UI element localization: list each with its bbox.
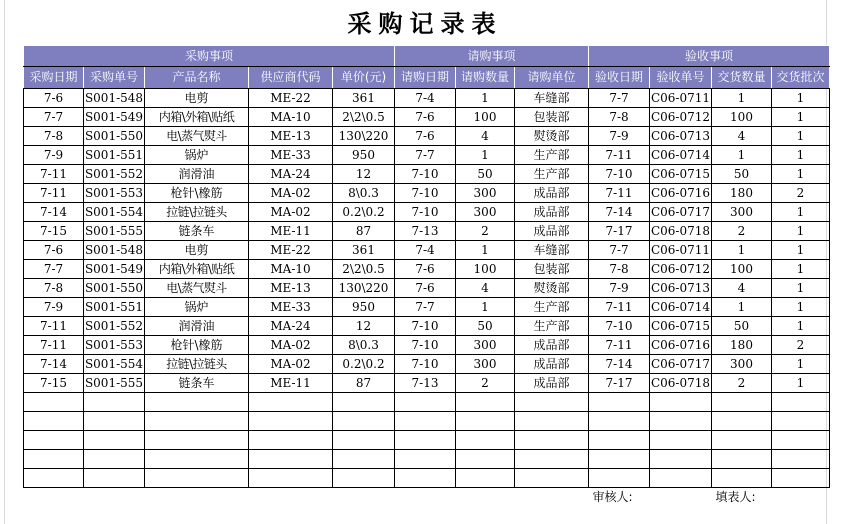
cell-purchase-no[interactable]: S001-553 (84, 184, 145, 203)
cell-request-qty[interactable]: 300 (456, 203, 515, 222)
cell-delivery-qty[interactable]: 1 (712, 146, 772, 165)
cell-unit-price[interactable]: 12 (333, 165, 395, 184)
empty-cell[interactable] (650, 412, 712, 431)
cell-product-name[interactable]: 锅炉 (145, 298, 249, 317)
cell-request-qty[interactable]: 4 (456, 127, 515, 146)
cell-purchase-date[interactable]: 7-7 (24, 108, 84, 127)
cell-product-name[interactable]: 电\蒸气熨斗 (145, 127, 249, 146)
empty-cell[interactable] (395, 469, 456, 488)
cell-delivery-batch[interactable]: 1 (772, 203, 830, 222)
empty-cell[interactable] (333, 450, 395, 469)
cell-supplier-code[interactable]: MA-24 (249, 317, 333, 336)
column-header-purchase-no: 采购单号 (84, 67, 145, 89)
reviewer-label: 审核人: (589, 488, 712, 507)
cell-purchase-date[interactable]: 7-14 (24, 203, 84, 222)
cell-delivery-batch[interactable]: 1 (772, 89, 830, 108)
cell-purchase-no[interactable]: S001-554 (84, 203, 145, 222)
cell-purchase-no[interactable]: S001-551 (84, 298, 145, 317)
empty-cell[interactable] (515, 431, 589, 450)
cell-accept-date[interactable]: 7-8 (589, 108, 650, 127)
cell-unit-price[interactable]: 130\220 (333, 127, 395, 146)
cell-product-name[interactable]: 拉链\拉链头 (145, 355, 249, 374)
cell-unit-price[interactable]: 950 (333, 298, 395, 317)
table-row (24, 298, 830, 317)
empty-cell[interactable] (772, 393, 830, 412)
empty-cell[interactable] (650, 469, 712, 488)
cell-accept-no[interactable]: C06-0718 (650, 374, 712, 393)
empty-row (24, 412, 830, 431)
cell-unit-price[interactable]: 130\220 (333, 279, 395, 298)
cell-accept-date[interactable]: 7-9 (589, 127, 650, 146)
cell-purchase-date[interactable]: 7-9 (24, 146, 84, 165)
cell-accept-no[interactable]: C06-0715 (650, 165, 712, 184)
cell-request-qty[interactable]: 1 (456, 241, 515, 260)
cell-product-name[interactable]: 枪针\橡筋 (145, 336, 249, 355)
empty-cell[interactable] (84, 469, 145, 488)
cell-supplier-code[interactable]: ME-33 (249, 298, 333, 317)
empty-cell[interactable] (650, 450, 712, 469)
cell-purchase-date[interactable]: 7-8 (24, 279, 84, 298)
cell-accept-no[interactable]: C06-0716 (650, 184, 712, 203)
column-header-row (24, 67, 830, 89)
empty-cell[interactable] (145, 469, 249, 488)
cell-purchase-no[interactable]: S001-551 (84, 146, 145, 165)
preparer-label: 填表人: (712, 488, 830, 507)
cell-product-name[interactable]: 电剪 (145, 89, 249, 108)
cell-delivery-qty[interactable]: 2 (712, 222, 772, 241)
cell-accept-date[interactable]: 7-17 (589, 374, 650, 393)
cell-purchase-date[interactable]: 7-15 (24, 222, 84, 241)
cell-request-date[interactable]: 7-10 (395, 317, 456, 336)
table-row (24, 260, 830, 279)
empty-cell[interactable] (772, 450, 830, 469)
cell-request-qty[interactable]: 100 (456, 260, 515, 279)
column-header-supplier-code: 供应商代码 (249, 67, 333, 89)
cell-purchase-no[interactable]: S001-550 (84, 127, 145, 146)
empty-cell[interactable] (249, 412, 333, 431)
cell-delivery-qty[interactable]: 100 (712, 108, 772, 127)
cell-accept-no[interactable]: C06-0717 (650, 203, 712, 222)
empty-cell[interactable] (712, 431, 772, 450)
cell-delivery-batch[interactable]: 2 (772, 184, 830, 203)
cell-request-dept[interactable]: 成品部 (515, 203, 589, 222)
table-row (24, 184, 830, 203)
table-row (24, 222, 830, 241)
cell-delivery-batch[interactable]: 1 (772, 374, 830, 393)
table-row (24, 127, 830, 146)
cell-unit-price[interactable]: 0.2\0.2 (333, 355, 395, 374)
cell-request-date[interactable]: 7-7 (395, 298, 456, 317)
table-row (24, 336, 830, 355)
cell-request-qty[interactable]: 1 (456, 89, 515, 108)
cell-delivery-batch[interactable]: 1 (772, 108, 830, 127)
sheet-gridline (4, 0, 5, 524)
cell-purchase-no[interactable]: S001-549 (84, 260, 145, 279)
group-header-row (24, 46, 830, 67)
cell-accept-date[interactable]: 7-17 (589, 222, 650, 241)
cell-request-dept[interactable]: 包装部 (515, 108, 589, 127)
cell-accept-no[interactable]: C06-0713 (650, 127, 712, 146)
cell-delivery-qty[interactable]: 4 (712, 127, 772, 146)
cell-accept-date[interactable]: 7-10 (589, 165, 650, 184)
empty-cell[interactable] (249, 469, 333, 488)
table-row (24, 203, 830, 222)
cell-delivery-qty[interactable]: 180 (712, 184, 772, 203)
cell-supplier-code[interactable]: ME-11 (249, 222, 333, 241)
cell-request-qty[interactable]: 50 (456, 317, 515, 336)
empty-cell[interactable] (589, 431, 650, 450)
cell-purchase-date[interactable]: 7-7 (24, 260, 84, 279)
cell-accept-date[interactable]: 7-11 (589, 298, 650, 317)
empty-cell[interactable] (712, 450, 772, 469)
cell-supplier-code[interactable]: MA-02 (249, 355, 333, 374)
empty-cell[interactable] (333, 393, 395, 412)
cell-unit-price[interactable]: 2\2\0.5 (333, 260, 395, 279)
column-header-request-date: 请购日期 (395, 67, 456, 89)
cell-delivery-batch[interactable]: 1 (772, 355, 830, 374)
cell-request-qty[interactable]: 1 (456, 298, 515, 317)
cell-accept-no[interactable]: C06-0711 (650, 89, 712, 108)
table-row (24, 241, 830, 260)
cell-delivery-batch[interactable]: 1 (772, 127, 830, 146)
cell-delivery-qty[interactable]: 4 (712, 279, 772, 298)
cell-delivery-qty[interactable]: 50 (712, 165, 772, 184)
empty-cell[interactable] (84, 393, 145, 412)
cell-delivery-qty[interactable]: 50 (712, 317, 772, 336)
empty-cell[interactable] (24, 450, 84, 469)
cell-product-name[interactable]: 链条车 (145, 222, 249, 241)
cell-delivery-batch[interactable]: 1 (772, 241, 830, 260)
empty-cell[interactable] (712, 469, 772, 488)
cell-accept-no[interactable]: C06-0714 (650, 146, 712, 165)
cell-supplier-code[interactable]: MA-24 (249, 165, 333, 184)
empty-cell[interactable] (249, 431, 333, 450)
cell-purchase-date[interactable]: 7-9 (24, 298, 84, 317)
column-header-purchase-date: 采购日期 (24, 67, 84, 89)
cell-request-dept[interactable]: 熨烫部 (515, 127, 589, 146)
empty-cell[interactable] (456, 469, 515, 488)
cell-purchase-date[interactable]: 7-11 (24, 184, 84, 203)
empty-cell[interactable] (515, 469, 589, 488)
empty-cell[interactable] (395, 431, 456, 450)
cell-request-dept[interactable]: 成品部 (515, 222, 589, 241)
cell-delivery-batch[interactable]: 1 (772, 298, 830, 317)
cell-supplier-code[interactable]: ME-13 (249, 127, 333, 146)
cell-request-date[interactable]: 7-6 (395, 108, 456, 127)
page-title: 采购记录表 (347, 10, 503, 38)
cell-accept-no[interactable]: C06-0718 (650, 222, 712, 241)
cell-accept-date[interactable]: 7-11 (589, 184, 650, 203)
cell-purchase-no[interactable]: S001-552 (84, 165, 145, 184)
empty-cell[interactable] (456, 412, 515, 431)
cell-request-qty[interactable]: 100 (456, 108, 515, 127)
cell-delivery-qty[interactable]: 100 (712, 260, 772, 279)
cell-purchase-no[interactable]: S001-550 (84, 279, 145, 298)
cell-delivery-qty[interactable]: 2 (712, 374, 772, 393)
empty-cell[interactable] (24, 431, 84, 450)
cell-request-date[interactable]: 7-10 (395, 355, 456, 374)
cell-request-qty[interactable]: 50 (456, 165, 515, 184)
empty-cell[interactable] (333, 412, 395, 431)
cell-unit-price[interactable]: 87 (333, 374, 395, 393)
cell-purchase-date[interactable]: 7-14 (24, 355, 84, 374)
column-header-accept-no: 验收单号 (650, 67, 712, 89)
cell-supplier-code[interactable]: MA-02 (249, 184, 333, 203)
cell-request-qty[interactable]: 300 (456, 184, 515, 203)
cell-purchase-no[interactable]: S001-549 (84, 108, 145, 127)
empty-cell[interactable] (145, 412, 249, 431)
cell-accept-date[interactable]: 7-11 (589, 336, 650, 355)
empty-cell[interactable] (589, 450, 650, 469)
cell-accept-date[interactable]: 7-9 (589, 279, 650, 298)
cell-supplier-code[interactable]: ME-22 (249, 241, 333, 260)
cell-purchase-no[interactable]: S001-555 (84, 222, 145, 241)
table-row (24, 108, 830, 127)
cell-accept-date[interactable]: 7-14 (589, 355, 650, 374)
footer-spacer (24, 488, 589, 507)
cell-product-name[interactable]: 内箱\外箱\贴纸 (145, 260, 249, 279)
cell-purchase-date[interactable]: 7-11 (24, 336, 84, 355)
empty-cell[interactable] (772, 412, 830, 431)
cell-delivery-batch[interactable]: 2 (772, 336, 830, 355)
empty-row (24, 393, 830, 412)
empty-row (24, 431, 830, 450)
empty-cell[interactable] (650, 431, 712, 450)
group-header-request: 请购事项 (395, 46, 589, 67)
cell-request-date[interactable]: 7-4 (395, 241, 456, 260)
cell-accept-date[interactable]: 7-14 (589, 203, 650, 222)
cell-product-name[interactable]: 拉链\拉链头 (145, 203, 249, 222)
cell-request-date[interactable]: 7-10 (395, 165, 456, 184)
cell-product-name[interactable]: 润滑油 (145, 165, 249, 184)
empty-cell[interactable] (395, 393, 456, 412)
empty-cell[interactable] (24, 412, 84, 431)
empty-cell[interactable] (589, 469, 650, 488)
empty-row (24, 450, 830, 469)
cell-delivery-batch[interactable]: 1 (772, 279, 830, 298)
empty-cell[interactable] (249, 450, 333, 469)
cell-request-date[interactable]: 7-10 (395, 336, 456, 355)
cell-accept-date[interactable]: 7-7 (589, 241, 650, 260)
cell-request-date[interactable]: 7-10 (395, 203, 456, 222)
empty-cell[interactable] (515, 412, 589, 431)
empty-cell[interactable] (712, 393, 772, 412)
cell-request-qty[interactable]: 1 (456, 146, 515, 165)
cell-accept-no[interactable]: C06-0713 (650, 279, 712, 298)
empty-cell[interactable] (333, 431, 395, 450)
empty-cell[interactable] (24, 393, 84, 412)
cell-unit-price[interactable]: 8\0.3 (333, 184, 395, 203)
cell-purchase-no[interactable]: S001-552 (84, 317, 145, 336)
cell-delivery-batch[interactable]: 1 (772, 260, 830, 279)
empty-cell[interactable] (456, 393, 515, 412)
cell-unit-price[interactable]: 2\2\0.5 (333, 108, 395, 127)
empty-cell[interactable] (772, 431, 830, 450)
cell-request-qty[interactable]: 4 (456, 279, 515, 298)
table-row (24, 165, 830, 184)
cell-request-dept[interactable]: 成品部 (515, 184, 589, 203)
cell-request-qty[interactable]: 300 (456, 355, 515, 374)
column-header-product-name: 产品名称 (145, 67, 249, 89)
cell-delivery-qty[interactable]: 180 (712, 336, 772, 355)
cell-product-name[interactable]: 链条车 (145, 374, 249, 393)
empty-cell[interactable] (249, 393, 333, 412)
cell-delivery-batch[interactable]: 1 (772, 165, 830, 184)
cell-accept-date[interactable]: 7-11 (589, 146, 650, 165)
cell-unit-price[interactable]: 950 (333, 146, 395, 165)
cell-request-date[interactable]: 7-13 (395, 222, 456, 241)
column-header-accept-date: 验收日期 (589, 67, 650, 89)
cell-supplier-code[interactable]: MA-02 (249, 336, 333, 355)
cell-purchase-date[interactable]: 7-8 (24, 127, 84, 146)
footer-row (24, 488, 830, 507)
empty-cell[interactable] (395, 412, 456, 431)
cell-request-qty[interactable]: 300 (456, 336, 515, 355)
cell-product-name[interactable]: 锅炉 (145, 146, 249, 165)
cell-unit-price[interactable]: 361 (333, 241, 395, 260)
empty-cell[interactable] (515, 393, 589, 412)
cell-delivery-batch[interactable]: 1 (772, 317, 830, 336)
empty-cell[interactable] (84, 431, 145, 450)
empty-cell[interactable] (712, 412, 772, 431)
cell-unit-price[interactable]: 87 (333, 222, 395, 241)
cell-request-dept[interactable]: 生产部 (515, 165, 589, 184)
cell-request-qty[interactable]: 2 (456, 374, 515, 393)
cell-request-date[interactable]: 7-6 (395, 279, 456, 298)
cell-request-qty[interactable]: 2 (456, 222, 515, 241)
cell-purchase-date[interactable]: 7-6 (24, 241, 84, 260)
cell-purchase-no[interactable]: S001-548 (84, 89, 145, 108)
cell-delivery-batch[interactable]: 1 (772, 146, 830, 165)
cell-accept-no[interactable]: C06-0712 (650, 108, 712, 127)
cell-request-dept[interactable]: 生产部 (515, 298, 589, 317)
empty-row (24, 469, 830, 488)
cell-delivery-qty[interactable]: 1 (712, 89, 772, 108)
table-row (24, 89, 830, 108)
cell-request-date[interactable]: 7-10 (395, 184, 456, 203)
column-header-unit-price: 单价(元) (333, 67, 395, 89)
cell-product-name[interactable]: 内箱\外箱\贴纸 (145, 108, 249, 127)
cell-request-date[interactable]: 7-13 (395, 374, 456, 393)
cell-purchase-no[interactable]: S001-554 (84, 355, 145, 374)
cell-product-name[interactable]: 电剪 (145, 241, 249, 260)
cell-purchase-no[interactable]: S001-555 (84, 374, 145, 393)
cell-request-date[interactable]: 7-6 (395, 260, 456, 279)
cell-accept-no[interactable]: C06-0715 (650, 317, 712, 336)
empty-cell[interactable] (84, 450, 145, 469)
empty-cell[interactable] (84, 412, 145, 431)
cell-request-date[interactable]: 7-4 (395, 89, 456, 108)
column-header-delivery-batch: 交货批次 (772, 67, 830, 89)
cell-request-dept[interactable]: 生产部 (515, 317, 589, 336)
empty-cell[interactable] (589, 393, 650, 412)
group-header-purchase: 采购事项 (24, 46, 395, 67)
group-header-acceptance: 验收事项 (589, 46, 830, 67)
purchase-record-table (23, 45, 830, 506)
empty-cell[interactable] (145, 431, 249, 450)
table-row (24, 317, 830, 336)
cell-accept-no[interactable]: C06-0712 (650, 260, 712, 279)
cell-purchase-no[interactable]: S001-553 (84, 336, 145, 355)
cell-request-dept[interactable]: 车缝部 (515, 241, 589, 260)
cell-unit-price[interactable]: 361 (333, 89, 395, 108)
column-header-request-qty: 请购数量 (456, 67, 515, 89)
empty-cell[interactable] (650, 393, 712, 412)
cell-request-date[interactable]: 7-6 (395, 127, 456, 146)
cell-delivery-batch[interactable]: 1 (772, 222, 830, 241)
cell-supplier-code[interactable]: ME-13 (249, 279, 333, 298)
cell-unit-price[interactable]: 0.2\0.2 (333, 203, 395, 222)
cell-accept-no[interactable]: C06-0714 (650, 298, 712, 317)
empty-cell[interactable] (395, 450, 456, 469)
cell-delivery-qty[interactable]: 1 (712, 298, 772, 317)
table-row (24, 279, 830, 298)
cell-purchase-no[interactable]: S001-548 (84, 241, 145, 260)
cell-supplier-code[interactable]: ME-11 (249, 374, 333, 393)
cell-accept-no[interactable]: C06-0711 (650, 241, 712, 260)
column-header-delivery-qty: 交货数量 (712, 67, 772, 89)
cell-request-dept[interactable]: 熨烫部 (515, 279, 589, 298)
cell-request-dept[interactable]: 成品部 (515, 374, 589, 393)
cell-purchase-date[interactable]: 7-11 (24, 317, 84, 336)
cell-request-dept[interactable]: 成品部 (515, 336, 589, 355)
cell-accept-date[interactable]: 7-10 (589, 317, 650, 336)
column-header-request-dept: 请购单位 (515, 67, 589, 89)
cell-accept-no[interactable]: C06-0717 (650, 355, 712, 374)
cell-supplier-code[interactable]: MA-10 (249, 260, 333, 279)
table-row (24, 374, 830, 393)
cell-accept-no[interactable]: C06-0716 (650, 336, 712, 355)
table-row (24, 146, 830, 165)
empty-cell[interactable] (772, 469, 830, 488)
cell-request-dept[interactable]: 生产部 (515, 146, 589, 165)
cell-delivery-qty[interactable]: 1 (712, 241, 772, 260)
cell-purchase-date[interactable]: 7-11 (24, 165, 84, 184)
table-row (24, 355, 830, 374)
cell-unit-price[interactable]: 12 (333, 317, 395, 336)
cell-delivery-qty[interactable]: 300 (712, 203, 772, 222)
empty-cell[interactable] (145, 393, 249, 412)
cell-request-dept[interactable]: 成品部 (515, 355, 589, 374)
empty-cell[interactable] (24, 469, 84, 488)
cell-supplier-code[interactable]: ME-33 (249, 146, 333, 165)
empty-cell[interactable] (333, 469, 395, 488)
empty-cell[interactable] (456, 431, 515, 450)
empty-cell[interactable] (589, 412, 650, 431)
cell-request-dept[interactable]: 包装部 (515, 260, 589, 279)
cell-accept-date[interactable]: 7-7 (589, 89, 650, 108)
cell-product-name[interactable]: 电\蒸气熨斗 (145, 279, 249, 298)
cell-product-name[interactable]: 润滑油 (145, 317, 249, 336)
empty-cell[interactable] (456, 450, 515, 469)
cell-request-dept[interactable]: 车缝部 (515, 89, 589, 108)
cell-purchase-date[interactable]: 7-6 (24, 89, 84, 108)
empty-cell[interactable] (515, 450, 589, 469)
cell-supplier-code[interactable]: MA-10 (249, 108, 333, 127)
cell-unit-price[interactable]: 8\0.3 (333, 336, 395, 355)
cell-request-date[interactable]: 7-7 (395, 146, 456, 165)
cell-accept-date[interactable]: 7-8 (589, 260, 650, 279)
cell-supplier-code[interactable]: MA-02 (249, 203, 333, 222)
cell-delivery-qty[interactable]: 300 (712, 355, 772, 374)
cell-product-name[interactable]: 枪针\橡筋 (145, 184, 249, 203)
cell-supplier-code[interactable]: ME-22 (249, 89, 333, 108)
cell-purchase-date[interactable]: 7-15 (24, 374, 84, 393)
empty-cell[interactable] (145, 450, 249, 469)
